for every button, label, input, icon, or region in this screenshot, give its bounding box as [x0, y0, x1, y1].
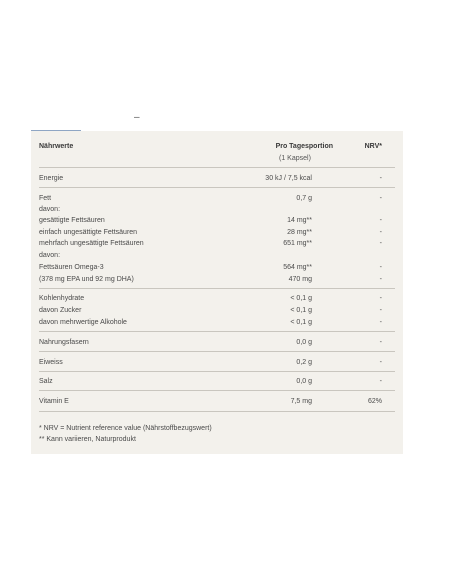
row-dose: 651 mg** [283, 240, 312, 247]
row-dose: 7,5 mg [290, 398, 312, 405]
row-name: Fettsäuren Omega-3 [39, 264, 104, 271]
row-nrv: - [379, 307, 382, 314]
row-name: Fett [39, 195, 52, 202]
row-name: davon: [39, 206, 61, 213]
row-dose: 28 mg** [287, 229, 312, 236]
row-name: gesättigte Fettsäuren [39, 217, 105, 224]
header-daily-portion-sub: (1 Kapsel) [279, 155, 311, 162]
row-nrv: - [379, 359, 382, 366]
row-nrv: - [379, 175, 382, 182]
divider [39, 288, 395, 289]
row-nrv: - [379, 319, 382, 326]
row-dose: 564 mg** [283, 264, 312, 271]
row-name: davon: [39, 252, 61, 259]
row-nrv: - [379, 378, 382, 385]
divider [39, 411, 395, 412]
divider [39, 167, 395, 168]
header-daily-portion: Pro Tagesportion [275, 143, 333, 150]
row-nrv: - [379, 295, 382, 302]
nutrition-table [31, 131, 403, 454]
row-name: einfach ungesättigte Fettsäuren [39, 229, 138, 236]
row-nrv: - [379, 264, 382, 271]
row-name: (378 mg EPA und 92 mg DHA) [39, 276, 134, 283]
footnote-nrv: * NRV = Nutrient reference value (Nährstoffbezugswert) [39, 425, 212, 432]
row-name: mehrfach ungesättigte Fettsäuren [39, 240, 144, 247]
row-name: Salz [39, 378, 53, 385]
row-nrv: - [379, 276, 382, 283]
row-nrv: 62% [367, 398, 382, 405]
row-dose: 0,7 g [296, 195, 312, 202]
row-nrv: - [379, 240, 382, 247]
row-dose: 0,0 g [296, 339, 312, 346]
header-nutrients: Nährwerte [39, 143, 74, 150]
row-dose: < 0,1 g [290, 319, 312, 326]
row-nrv: - [379, 229, 382, 236]
row-name: Nahrungsfasern [39, 339, 89, 346]
row-name: Kohlenhydrate [39, 295, 85, 302]
row-name: davon mehrwertige Alkohole [39, 319, 127, 326]
row-name: Vitamin E [39, 398, 69, 405]
row-name: Energie [39, 175, 64, 182]
row-dose: 0,2 g [296, 359, 312, 366]
footnote-natural-product: ** Kann variieren, Naturprodukt [39, 436, 136, 443]
row-dose: 14 mg** [287, 217, 312, 224]
divider [39, 331, 395, 332]
row-dose: < 0,1 g [290, 307, 312, 314]
divider [39, 371, 395, 372]
row-dose: 0,0 g [296, 378, 312, 385]
divider [39, 390, 395, 391]
divider [39, 351, 395, 352]
row-dose: 30 kJ / 7,5 kcal [265, 175, 312, 182]
divider [39, 187, 395, 188]
row-name: davon Zucker [39, 307, 82, 314]
row-nrv: - [379, 195, 382, 202]
row-dose: 470 mg [288, 276, 312, 283]
header-nrv: NRV* [364, 143, 382, 150]
tab-dash: – [134, 112, 140, 123]
row-nrv: - [379, 217, 382, 224]
row-nrv: - [379, 339, 382, 346]
row-dose: < 0,1 g [290, 295, 312, 302]
row-name: Eiweiss [39, 359, 63, 366]
